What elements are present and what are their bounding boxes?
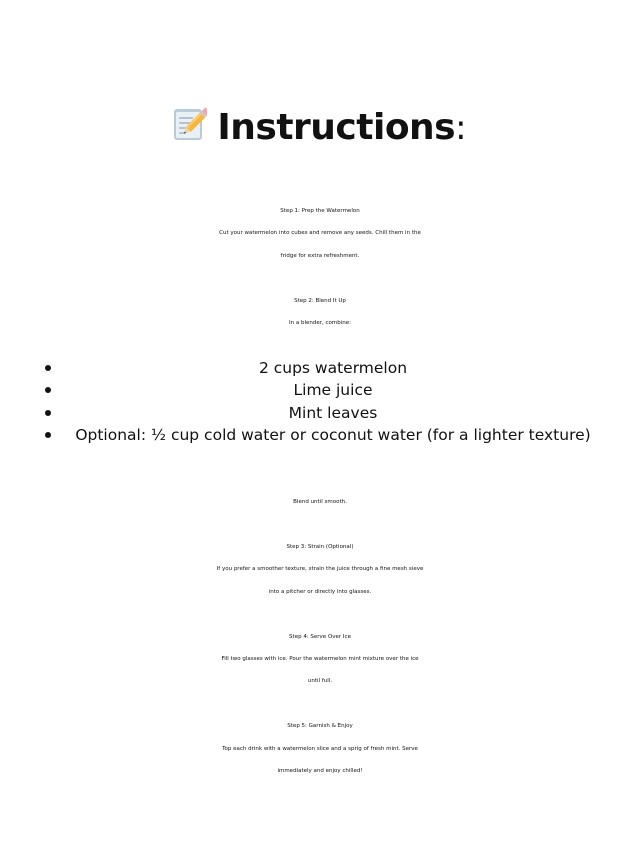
list-item [0, 402, 640, 424]
step-4 [0, 626, 640, 693]
bullet-icon [45, 365, 51, 371]
step-title: Step 5: Garnish & Enjoy [287, 723, 353, 730]
step-text-line: Fill two glasses with ice. Pour the watermelon mint mixture over the ice [221, 655, 419, 662]
list-item [0, 357, 640, 379]
step-text-line: Cut your watermelon into cubes and remove any seeds. Chill them in the [219, 230, 421, 237]
heading-title: Instructions [217, 107, 456, 148]
step-title: Step 2: Blend It Up [294, 297, 346, 304]
heading-colon: : [455, 108, 467, 148]
step-outro: Blend until smooth. [293, 499, 347, 506]
bullet-icon [45, 387, 51, 393]
step-text-line: Top each drink with a watermelon slice and a sprig of fresh mint. Serve [222, 745, 418, 752]
step-2 [0, 290, 640, 514]
list-item [0, 379, 640, 401]
step-text-line: fridge for extra refreshment. [280, 252, 360, 259]
step-5 [0, 715, 640, 782]
step-text-line: If you prefer a smoother texture, strain the juice through a fine mesh sieve [216, 566, 424, 573]
bullet-icon [45, 410, 51, 416]
ingredient-text: Lime juice [293, 381, 373, 400]
list-item [0, 424, 640, 446]
step-intro: In a blender, combine: [289, 320, 351, 327]
step-text-line: into a pitcher or directly into glasses. [268, 588, 372, 595]
step-title: Step 3: Strain (Optional) [286, 543, 354, 550]
ingredient-list [0, 357, 640, 447]
instructions-body [0, 200, 640, 782]
ingredient-text: Optional: ½ cup cold water or coconut water (for a lighter texture) [75, 425, 591, 444]
ingredient-text: 2 cups watermelon [258, 358, 408, 377]
bullet-icon [45, 432, 51, 438]
step-title: Step 4: Serve Over Ice [289, 633, 351, 640]
step-title: Step 1: Prep the Watermelon [280, 208, 360, 214]
page-title [0, 106, 640, 148]
step-text-line: until full. [307, 678, 333, 685]
step-text-line: immediately and enjoy chilled! [277, 767, 363, 774]
step-1 [0, 200, 640, 267]
step-3 [0, 536, 640, 603]
memo-pencil-icon [173, 106, 207, 142]
ingredient-text: Mint leaves [288, 403, 378, 422]
